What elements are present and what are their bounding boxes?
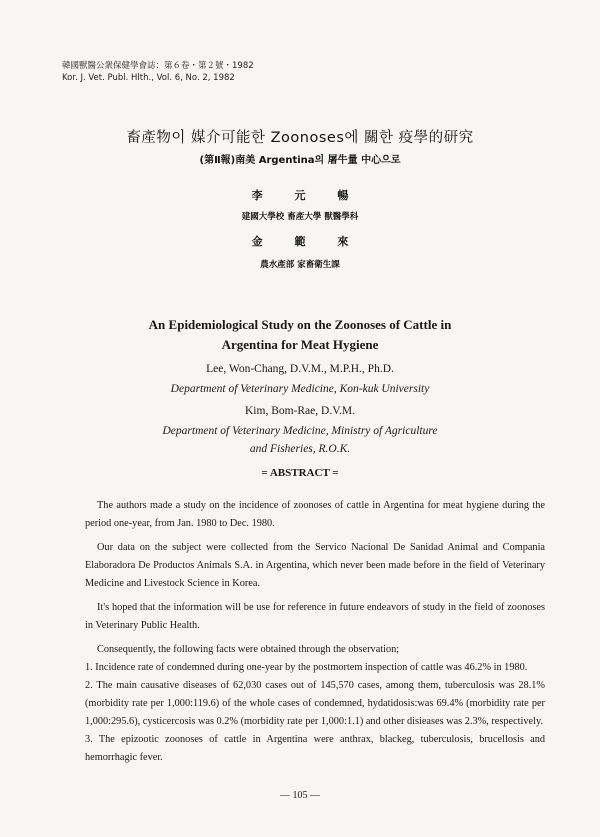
page-number: — 105 — [280,790,320,801]
abstract-paragraph: Consequently, the following facts were obtained through the observation; [97,644,400,655]
korean-title: 畜產物이 媒介可能한 Zoonoses에 關한 疫學的研究 [126,130,474,146]
korean-author-2-name: 金 範 來 [251,235,349,248]
korean-author-1-name: 李 元 暢 [251,189,349,202]
korean-subtitle: (第Ⅱ報)南美 Argentina의 屠牛量 中心으로 [199,155,401,166]
abstract-heading: = ABSTRACT = [261,467,339,479]
english-author-1-affiliation: Department of Veterinary Medicine, Kon-kuk University [170,383,430,395]
abstract-paragraph: Our data on the subject were collected from the Servico Nacional De Sanidad Animal and Compania Elaboradora De Productos Animals S.A. in Argentina, which never been made before in the field of Veterinary Medicine and Livestock Science in Korea. [85,542,545,589]
english-title-line-1: An Epidemiological Study on the Zoonoses of Cattle in [148,317,452,332]
abstract-paragraph: The authors made a study on the incidence of zoonoses of cattle in Argentina for meat hygiene during the period one-year, from Jan. 1980 to Dec. 1980. [85,500,545,529]
abstract-body [85,497,545,767]
english-author-2-affiliation [0,422,600,458]
english-title-line-2: Argentina for Meat Hygiene [221,337,379,352]
korean-author-2-affiliation: 農水產部 家畜衛生課 [260,260,340,270]
english-author-2-affiliation-line-1: Department of Veterinary Medicine, Ministry of Agriculture [162,425,438,437]
korean-author-1-affiliation: 建國大學校 畜產大學 獸醫學科 [241,212,359,222]
journal-citation [62,60,254,84]
journal-citation-english: Kor. J. Vet. Publ. Hlth., Vol. 6, No. 2, 1982 [62,73,235,83]
abstract-paragraph: It's hoped that the information will be use for reference in future endeavors of study in the field of zoonoses in Veterinary Public Health. [85,602,545,631]
journal-citation-korean: 韓國獸醫公衆保健學會誌：第６卷・第２號・1982 [62,61,254,71]
finding-item: 1. Incidence rate of condemned during one-year by the postmortem inspection of cattle was 46.2% in 1980. [85,662,528,673]
finding-item: 3. The epizootic zoonoses of cattle in Argentina were anthrax, blackeg, tuberculosis, brucellosis and hemorrhagic fever. [85,734,545,763]
finding-item: 2. The main causative diseases of 62,030 cases out of 145,570 cases, among them, tuberculosis was 28.1% (morbidity rate per 1,000:119.6) of the whole cases of condemned, hydatidosis:was 69.4% (morbidity rate per 1,000:295.6), cysticercosis was 0.2% (morbidity rate per 1,000:1.1) and other disieases was 2.3%, respectively. [85,680,545,727]
english-author-2-name: Kim, Bom-Rae, D.V.M. [245,405,355,417]
english-author-1-name: Lee, Won-Chang, D.V.M., M.P.H., Ph.D. [206,363,394,375]
english-title [0,315,600,355]
english-author-2-affiliation-line-2: and Fisheries, R.O.K. [249,443,351,455]
